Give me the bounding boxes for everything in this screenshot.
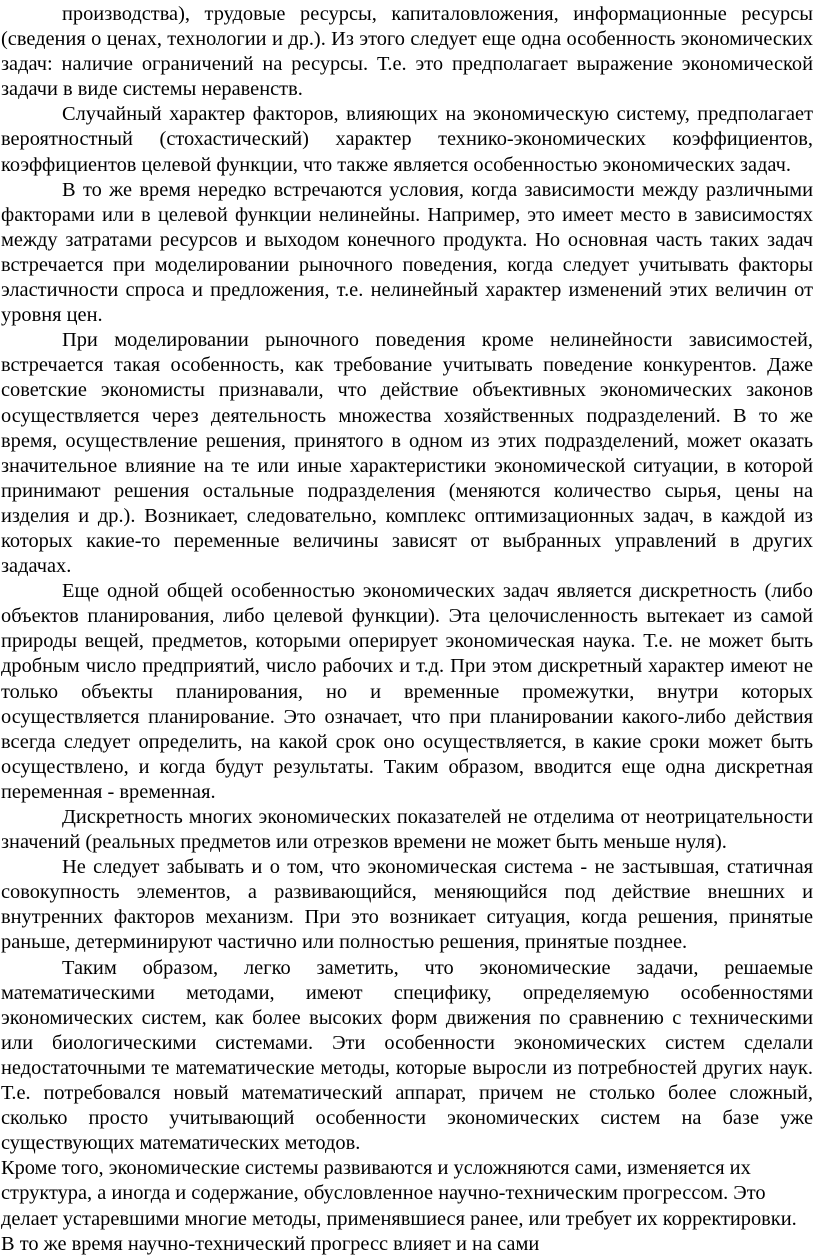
paragraph-4: При моделировании рыночного поведения кроме нелинейности зависимостей, встречается такая особенность, как требование учитывать поведение конкурентов. Даже советские экономисты признавали, что действие объективных экономических законов осуществляется через деятельность множества хозяйственных подразделений. В то же время, осуществление решения, принятого в одном из этих подразделений, может оказать значительное влияние на те или иные характеристики экономической ситуации, в которой принимают решения остальные подразделения (меняются количество сырья, цены на изделия и др.). Возникает, следовательно, комплекс оптимизационных задач, в каждой из которых какие-то переменные величины зависят от выбранных управлений в других задачах.: [1, 329, 813, 578]
document-body: [1, 2, 813, 1257]
paragraph-7: Не следует забывать и о том, что экономическая система - не застывшая, статичная совокупность элементов, а развивающийся, меняющийся под действие внешних и внутренних факторов механизм. При это возникает ситуация, когда решения, принятые раньше, детерминируют частично или полностью решения, принятые позднее.: [1, 856, 813, 954]
paragraph-6: Дискретность многих экономических показателей не отделима от неотрицательности значений (реальных предметов или отрезков времени не может быть меньше нуля).: [1, 806, 813, 854]
paragraph-5: Еще одной общей особенностью экономических задач является дискретность (либо объектов планирования, либо целевой функции). Эта целочисленность вытекает из самой природы вещей, предметов, которыми оперирует экономическая наука. Т.е. не может быть дробным число предприятий, число рабочих и т.д. При этом дискретный характер имеют не только объекты планирования, но и временные промежутки, внутри которых осуществляется планирование. Это означает, что при планировании какого-либо действия всегда следует определить, на какой срок оно осуществляется, в какие сроки может быть осуществлено, и когда будут результаты. Таким образом, вводится еще одна дискретная переменная - временная.: [1, 580, 813, 803]
paragraph-2: Случайный характер факторов, влияющих на экономическую систему, предполагает вероятностный (стохастический) характер технико-экономических коэффициентов, коэффициентов целевой функции, что также является особенностью экономических задач.: [1, 103, 813, 176]
paragraph-8: Таким образом, легко заметить, что экономические задачи, решаемые математическими методами, имеют специфику, определяемую особенностями экономических систем, как более высоких форм движения по сравнению с техническими или биологическими системами. Эти особенности экономических систем сделали недостаточными те математические методы, которые выросли из потребностей других наук. Т.е. потребовался новый математический аппарат, причем не столько более сложный, сколько просто учитывающий особенности экономических систем на базе уже существующих математических методов.: [1, 956, 813, 1155]
paragraph-9: Кроме того, экономические системы развиваются и усложняются сами, изменяется их структура, а иногда и содержание, обусловленное научно-техническим прогрессом. Это делает устаревшими многие методы, применявшиеся ранее, или требует их корректировки. В то же время научно-технический прогресс влияет и на сами: [1, 1157, 797, 1255]
paragraph-1: производства), трудовые ресурсы, капиталовложения, информационные ресурсы (сведения о ценах, технологии и др.). Из этого следует еще одна особенность экономических задач: наличие ограничений на ресурсы. Т.е. это предполагает выражение экономической задачи в виде системы неравенств.: [1, 3, 813, 101]
paragraph-3: В то же время нередко встречаются условия, когда зависимости между различными факторами или в целевой функции нелинейны. Например, это имеет место в зависимостях между затратами ресурсов и выходом конечного продукта. Но основная часть таких задач встречается при моделировании рыночного поведения, когда следует учитывать факторы эластичности спроса и предложения, т.е. нелинейный характер изменений этих величин от уровня цен.: [1, 178, 813, 327]
